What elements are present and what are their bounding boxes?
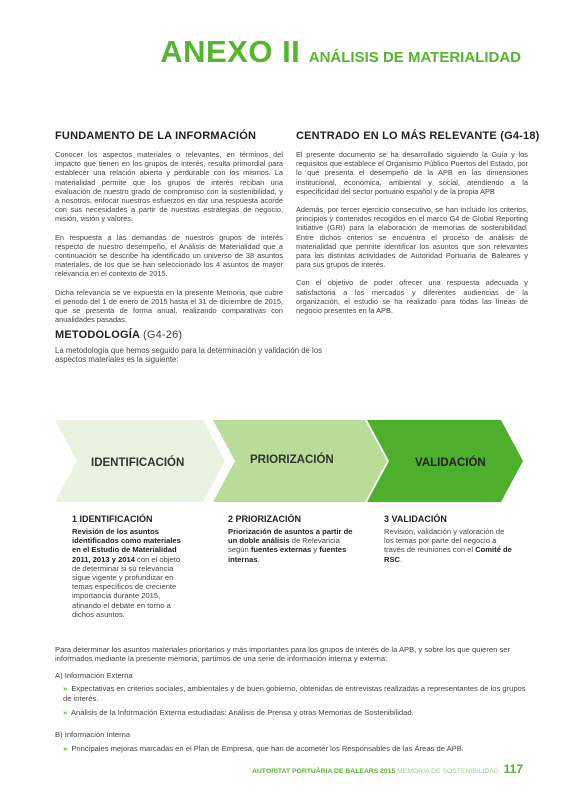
footer-document: MEMORIA DE SOSTENIBILIDAD bbox=[397, 768, 499, 775]
process-arrows bbox=[55, 420, 525, 502]
arrow-label-priorizacion: PRIORIZACIÓN bbox=[250, 454, 334, 466]
step-identificacion bbox=[72, 514, 188, 619]
left-paragraph-1: Conocer los aspectos materiales o relevantes, en términos del impacto que tienen en los grupos de interés, resulta primordial para establecer una relación abierta y perdurable con los mismos. La materialidad permite que los grupos de interés reciban una evaluación de nuestro grado de compromiso con la sostenibilidad, y a nosotros, enfocar nuestros esfuerzos en dar una respuesta acorde con sus necesidades a partir de nuestras estrategias de negocio, misión, visión y valores. bbox=[55, 150, 283, 224]
bullet-marker: » bbox=[63, 708, 68, 718]
step-2-text-3: . bbox=[257, 554, 260, 564]
bullet-internal-1 bbox=[55, 744, 527, 753]
page-number: 117 bbox=[503, 762, 523, 776]
bullet-external-1 bbox=[55, 684, 527, 703]
step-1-rest: con el objeto de determinar si su relevancia sigue vigente y profundizar en temas específicos de creciente importancia durante 2015, afinando el debate en torno a dichos asuntos. bbox=[72, 554, 181, 619]
step-3-text bbox=[384, 527, 516, 564]
bullet-external-1-text: Expectativas en criterios sociales, ambientales y de buen gobierno, obtenidas de entrevistas realizadas a representantes de los grupos de interés. bbox=[63, 684, 526, 703]
step-2-title: 2 PRIORIZACIÓN bbox=[228, 514, 302, 524]
arrow-label-validacion: VALIDACIÓN bbox=[415, 457, 486, 469]
section-external: A) Información Externa bbox=[55, 670, 133, 680]
methodology-code: (G4-26) bbox=[142, 329, 183, 341]
arrow-label-identificacion: IDENTIFICACIÓN bbox=[91, 457, 185, 469]
annex-subtitle: ANÁLISIS DE MATERIALIDAD bbox=[308, 49, 521, 66]
step-1-title: 1 IDENTIFICACIÓN bbox=[72, 514, 153, 524]
left-paragraph-3: Dicha relevancia se ve expuesta en la presente Memoria, que cubre el periodo del 1 de enero de 2015 hasta el 31 de diciembre de 2015, que se presenta de forma anual, realizando comparativas con anualidades pasadas. bbox=[55, 287, 283, 325]
step-priorizacion bbox=[228, 514, 360, 564]
step-2-text-2: y bbox=[311, 545, 320, 555]
step-2-text-1: de Relevancia según bbox=[228, 536, 340, 555]
left-paragraph-2: En respuesta a las demandas de nuestros grupos de interés respecto de nuestro desempeño, el Análisis de Materialidad que a continuación se describe ha identificado un universo de 38 asuntos materiales, de los que se han seleccionado los 4 asuntos de mayor relevancia en el contexto de 2015. bbox=[55, 232, 283, 279]
step-3-bold: Comité de RSC bbox=[384, 545, 512, 564]
step-3-text-2: . bbox=[400, 554, 403, 564]
footer-organization: AUTORITAT PORTUÀRIA DE BALEARS 2015 bbox=[251, 768, 396, 775]
page-header bbox=[160, 34, 521, 70]
methodology-title: METODOLOGÍA bbox=[55, 329, 140, 341]
left-column bbox=[55, 130, 283, 333]
right-column bbox=[296, 130, 540, 324]
step-2-bold-3: fuentes internas bbox=[228, 545, 347, 564]
right-paragraph-2: Además, por tercer ejercicio consecutivo, se han incluido los criterios, principios y contenidos recogidos en el marco G4 de Global Reporting Initiative (GRI) para la elaboración de memorias de sostenibilidad. Entre dichos criterios se encuentra el proceso de análisis de materialidad que permite identificar los asuntos que son relevantes para las distintas actividades de Autoridad Portuaria de Baleares y para sus grupos de interés. bbox=[296, 205, 528, 270]
right-paragraph-1: El presente documento se ha desarrollado siguiendo la Guía y los requisitos que establece el Organismo Público Puertos del Estado, por lo que presenta el desempeño de la APB en las dimensiones institucional, económica, ambiental y social, atendiendo a la especificidad del sector portuario español y de la propia APB bbox=[296, 150, 528, 196]
methodology-intro: La metodología que hemos seguido para la determinación y validación de los aspectos materiales es la siguiente: bbox=[55, 346, 322, 365]
step-3-title: 3 VALIDACIÓN bbox=[384, 514, 447, 524]
annex-title: ANEXO II bbox=[160, 34, 301, 69]
methodology-heading bbox=[55, 329, 355, 341]
page-footer bbox=[252, 762, 523, 776]
step-2-bold-1: Priorización de asuntos a partir de un doble análisis bbox=[228, 527, 353, 546]
step-1-bold: Revisión de los asuntos identificados como materiales en el Estudio de Materialidad 2011, 2013 y 2014 bbox=[72, 527, 181, 564]
methodology-section bbox=[55, 329, 355, 373]
section-internal: B) Información Interna bbox=[55, 730, 131, 740]
step-2-bold-2: fuentes externas bbox=[250, 545, 312, 555]
step-validacion bbox=[384, 514, 516, 564]
bullet-external-2 bbox=[55, 708, 527, 717]
bullet-internal-1-text: Principales mejoras marcadas en el Plan de Empresa, que han de acometer los Responsables de las Áreas de APB. bbox=[71, 743, 464, 753]
bullet-marker: » bbox=[63, 743, 68, 753]
left-heading: FUNDAMENTO DE LA INFORMACIÓN bbox=[55, 130, 257, 142]
step-2-text bbox=[228, 527, 360, 564]
sources-intro: Para determinar los asuntos materiales prioritarios y más importantes para los grupos de interés de la APB, y sobre los que quieren ser informados mediante la presente memoria, partimos de una serie de información interna y externa: bbox=[55, 645, 511, 664]
information-sources bbox=[55, 645, 527, 758]
right-heading: CENTRADO EN LO MÁS RELEVANTE (G4-18) bbox=[296, 130, 540, 142]
right-paragraph-3: Con el objetivo de poder ofrecer una respuesta adecuada y satisfactoria a los mercados y diferentes audiencias de la organización, el estudio se ha realizado para todas las líneas de negocio presentes en la APB. bbox=[296, 278, 528, 316]
bullet-external-2-text: Análisis de la Información Externa estudiadas: Análisis de Prensa y otras Memorias de Sostenibilidad. bbox=[70, 708, 414, 718]
step-1-text bbox=[72, 527, 188, 619]
bullet-marker: » bbox=[63, 684, 68, 694]
step-3-text-1: Revisión, validación y valoración de los temas por parte del negocio a través de reuniones con el bbox=[384, 527, 505, 555]
